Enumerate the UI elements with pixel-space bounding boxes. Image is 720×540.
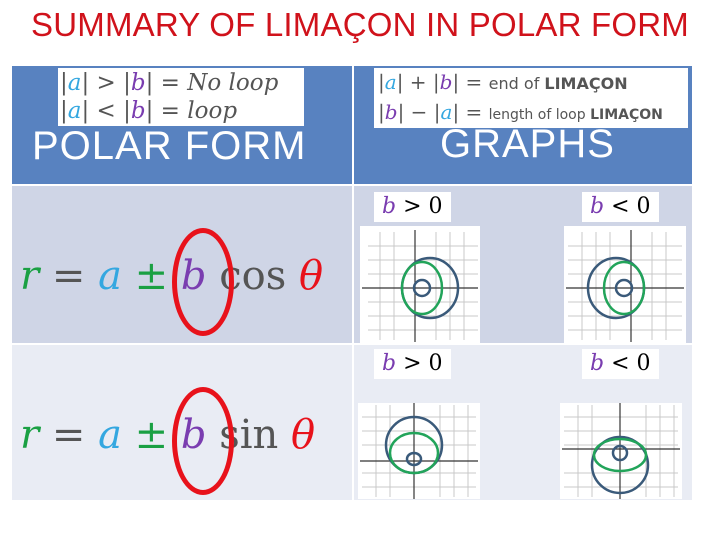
header-left-label: POLAR FORM [32,124,307,168]
condition-b-negative-sin: b < 0 [582,349,659,379]
rule-noloop: |a| > |b| = No loop |a| < |b| = loop [58,68,304,126]
condition-b-positive-sin: b > 0 [374,349,451,379]
graph-cos-positive [360,226,480,344]
row-sin-graph-cell [354,345,692,500]
header-right-label: GRAPHS [440,122,615,166]
header-graphs [354,66,692,184]
graph-sin-negative [560,403,682,499]
formula-sin: r = a ± b sin θ [20,412,316,458]
graph-cos-negative [564,226,686,344]
header-polar-form [12,66,352,184]
condition-b-positive-cos: b > 0 [374,192,451,222]
row-cos-graph-cell [354,186,692,343]
slide-title: SUMMARY OF LIMAÇON IN POLAR FORM [31,6,689,43]
summary-table [12,66,692,500]
graph-sin-positive [358,403,480,499]
highlight-circle-b-sin [172,387,234,495]
row-sin-formula-cell [12,345,352,500]
condition-b-negative-cos: b < 0 [582,192,659,222]
formula-cos: r = a ± b cos θ [20,253,324,299]
rule-end-of-limacon: |a| + |b| = end of LIMAÇON |b| − |a| = length of loop LIMAÇON [374,68,688,128]
highlight-circle-b-cos [172,228,234,336]
row-cos-formula-cell [12,186,352,343]
